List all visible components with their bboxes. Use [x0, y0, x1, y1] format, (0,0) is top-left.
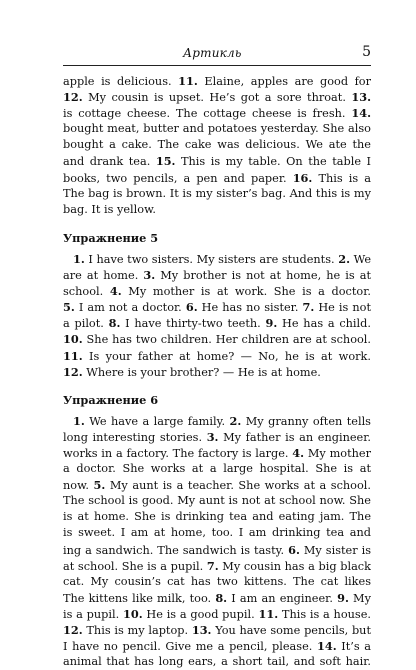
text-run: is a pupil. — [63, 607, 123, 621]
text-run: apple is delicious. — [63, 75, 179, 88]
text-run: My — [353, 591, 371, 605]
exercise-item-number: 2. — [229, 413, 242, 428]
exercise-6-heading: Упражнение 6 — [63, 392, 159, 407]
text-line — [63, 137, 371, 153]
exercise-5 — [63, 230, 371, 380]
exercise-item-number: 6. — [185, 300, 198, 315]
exercise-item-number: 9. — [337, 590, 349, 605]
text-run: bag. It is yellow. — [63, 202, 156, 216]
exercise-item-number: 5. — [63, 300, 75, 315]
exercise-item-number: 10. — [122, 606, 143, 621]
text-run: I am not a doctor. — [74, 301, 186, 315]
text-run: My brother is not at home, he is at — [155, 269, 371, 283]
text-run: at school. She is a pupil. — [63, 559, 207, 573]
text-line — [63, 331, 371, 347]
text-line — [63, 153, 371, 169]
text-run: cat. My cousin’s cat has two kittens. The cat likes — [63, 574, 371, 588]
text-run: books, two pencils, a pen and paper. — [63, 171, 293, 185]
text-line — [63, 493, 371, 509]
text-line — [63, 477, 371, 493]
text-run: This is my laptop. — [82, 624, 192, 637]
text-run: The school is good. My aunt is not at school now. She — [63, 494, 371, 508]
exercise-item-number: 14. — [351, 106, 371, 121]
text-run: The kittens like milk, too. — [63, 591, 216, 605]
text-line — [63, 89, 371, 105]
text-run: He is a good pupil. — [142, 607, 259, 621]
exercise-item-number: 14. — [316, 639, 337, 654]
text-line — [63, 267, 371, 283]
text-run: He is not — [314, 301, 371, 315]
exercise-item-number: 12. — [63, 364, 83, 379]
text-line — [63, 638, 371, 654]
exercise-5-heading: Упражнение 5 — [63, 230, 159, 245]
page-body — [63, 73, 371, 670]
text-run: I have two sisters. My sisters are students. — [84, 252, 339, 266]
text-run: and drank tea. — [63, 155, 156, 169]
text-line — [63, 622, 371, 638]
exercise-item-number: 2. — [338, 251, 351, 266]
text-run: school. — [63, 285, 110, 299]
text-run: My sister is — [299, 543, 371, 557]
text-run: bought a cake. The cake was delicious. We ate the — [63, 138, 371, 152]
exercise-item-number: 4. — [292, 445, 305, 460]
text-run: works in a factory. The factory is large. — [63, 446, 293, 460]
text-run: I have no pencil. Give me a pencil, please. — [63, 640, 317, 654]
text-run: She has two children. Her children are at school. — [82, 333, 371, 347]
text-line — [63, 558, 371, 574]
exercise-item-number: 4. — [109, 284, 122, 299]
text-run: a doctor. She works at a large hospital. She is at — [63, 462, 371, 476]
text-run: He has a child. — [277, 317, 371, 331]
exercise-item-number: 7. — [206, 558, 219, 573]
exercise-6 — [63, 392, 371, 670]
exercise-item-number: 9. — [265, 316, 278, 331]
text-line — [63, 590, 371, 606]
header-rule — [63, 65, 371, 66]
text-run: is cottage cheese. The cottage cheese is fresh. — [63, 107, 352, 121]
exercise-item-number: 11. — [178, 74, 198, 88]
running-header — [63, 44, 371, 62]
text-line — [63, 654, 371, 670]
exercise-item-number: 5. — [93, 478, 106, 493]
exercise-item-number: 16. — [292, 170, 313, 185]
exercise-item-number: 13. — [191, 623, 212, 637]
text-run: is at home. She is drinking tea and eating jam. The — [63, 510, 371, 524]
exercise-4-continuation — [63, 73, 371, 218]
text-run: My cousin has a big black — [218, 559, 371, 573]
text-run: My mother — [307, 446, 371, 460]
text-run: My granny often tells — [245, 414, 371, 428]
text-line — [63, 606, 371, 622]
text-run: I am an engineer. — [227, 591, 338, 605]
text-run: My aunt is a teacher. She works at a school. — [105, 479, 371, 493]
text-run: long interesting stories. — [63, 430, 207, 444]
text-line — [63, 509, 371, 525]
exercise-item-number: 3. — [206, 429, 219, 444]
text-line — [63, 170, 371, 186]
exercise-item-number: 12. — [63, 90, 83, 105]
running-header-title: Артикль — [183, 46, 242, 60]
text-run: Elaine, apples are good for — [204, 75, 371, 88]
text-run: We have a large family. — [84, 414, 230, 428]
text-line — [63, 105, 371, 121]
exercise-item-number: 8. — [215, 590, 228, 605]
exercise-item-number: 13. — [351, 90, 371, 105]
text-line — [63, 574, 371, 590]
exercise-item-number: 1. — [73, 251, 85, 266]
exercise-item-number: 12. — [63, 623, 83, 637]
exercise-item-number: 6. — [288, 542, 300, 557]
exercise-item-number: 7. — [302, 300, 315, 315]
text-run: My mother is at work. She is a doctor. — [121, 285, 371, 299]
text-run: We — [350, 252, 371, 266]
section-gap — [63, 380, 371, 392]
text-run: Where is your brother? — He is at home. — [82, 365, 321, 379]
text-line — [63, 461, 371, 477]
exercise-item-number: 8. — [108, 316, 121, 331]
text-run: It’s a — [341, 640, 371, 654]
exercise-item-number: 1. — [73, 413, 85, 428]
exercise-item-number: 11. — [63, 348, 83, 363]
text-line — [63, 202, 371, 218]
text-line — [63, 251, 371, 267]
exercise-item-number: 10. — [63, 332, 83, 347]
text-line — [63, 413, 371, 429]
section-gap — [63, 218, 371, 230]
text-run: This is a house. — [278, 607, 371, 621]
text-line — [63, 299, 371, 315]
text-run: This is my table. On the table I — [180, 155, 371, 169]
text-run: animal that has long ears, a short tail, and soft hair. — [63, 655, 371, 669]
text-line — [63, 348, 371, 364]
text-line — [63, 73, 371, 89]
text-line — [63, 283, 371, 299]
text-line — [63, 186, 371, 202]
text-run: My cousin is upset. He’s got a sore throat. — [82, 91, 352, 105]
text-run: is sweet. I am at home, too. I am drinking tea and — [63, 526, 371, 540]
text-run: a pilot. — [63, 317, 109, 331]
text-run: ing a sandwich. The sandwich is tasty. — [63, 543, 289, 557]
text-line — [63, 525, 371, 541]
text-run: Is your father at home? — No, he is at work. — [82, 349, 371, 363]
text-run: are at home. — [63, 269, 144, 283]
text-run: The bag is brown. It is my sister’s bag. And this is my — [63, 186, 371, 200]
exercise-item-number: 15. — [155, 154, 176, 169]
text-run: I have thirty-two teeth. — [120, 317, 266, 331]
text-line — [63, 121, 371, 137]
text-run: He has no sister. — [197, 301, 303, 315]
exercise-item-number: 11. — [258, 606, 279, 621]
text-run: You have some pencils, but — [211, 624, 371, 637]
text-line — [63, 315, 371, 331]
text-line — [63, 542, 371, 558]
text-line — [63, 429, 371, 445]
text-line — [63, 364, 371, 380]
text-run: bought meat, butter and potatoes yesterday. She also — [63, 122, 371, 136]
text-run: now. — [63, 479, 94, 493]
text-run: My father is an engineer. — [223, 430, 371, 444]
page-number: 5 — [362, 44, 371, 60]
exercise-item-number: 3. — [143, 268, 156, 283]
text-run: This is a — [318, 171, 371, 185]
text-line — [63, 445, 371, 461]
